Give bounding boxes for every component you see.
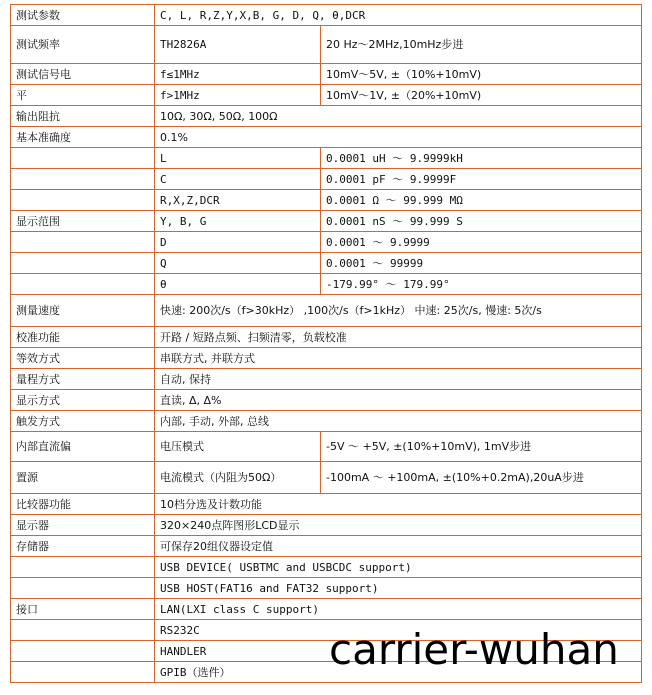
table-row [11,462,642,494]
range-value: 0.0001 Ω ～ 99.999 MΩ [321,190,642,211]
range-value: 0.0001 nS ～ 99.999 S [321,211,642,232]
row-value: -100mA ～ +100mA, ±(10%+0.2mA),20uA步进 [321,462,642,494]
table-row [11,253,642,274]
range-value: 0.0001 ～ 99999 [321,253,642,274]
table-row [11,557,642,578]
table-row [11,515,642,536]
table-row [11,148,642,169]
row-value: 10Ω, 30Ω, 50Ω, 100Ω [155,106,642,127]
row-value: 直读, Δ, Δ% [155,390,642,411]
row-value: 20 Hz～2MHz,10mHz步进 [321,26,642,64]
range-value: 0.0001 ～ 9.9999 [321,232,642,253]
row-value: C, L, R,Z,Y,X,B, G, D, Q, θ,DCR [155,5,642,26]
row-value: 开路 / 短路点频、扫频清零，负载校准 [155,327,642,348]
interface-item: USB HOST(FAT16 and FAT32 support) [155,578,642,599]
row-label: 等效方式 [11,348,155,369]
table-row [11,536,642,557]
row-label [11,253,155,274]
mode-cell: 电流模式（内阻为50Ω） [155,462,321,494]
interface-item: USB DEVICE( USBTMC and USBCDC support) [155,557,642,578]
row-label: 平 [11,85,155,106]
table-row [11,85,642,106]
watermark-text: carrier-wuhan [329,625,619,674]
interface-item: GPIB（选件） [155,662,642,683]
row-label: 接口 [11,599,155,620]
table-row [11,127,642,148]
row-label [11,662,155,683]
mode-cell: 电压模式 [155,432,321,462]
row-label [11,169,155,190]
row-label: 显示器 [11,515,155,536]
table-row [11,599,642,620]
row-label: 内部直流偏 [11,432,155,462]
interface-item: HANDLER [155,641,642,662]
row-label: 触发方式 [11,411,155,432]
row-label [11,641,155,662]
row-label: 量程方式 [11,369,155,390]
row-label: 基本准确度 [11,127,155,148]
table-row [11,64,642,85]
range-value: 0.0001 pF ～ 9.9999F [321,169,642,190]
row-value: 可保存20组仪器设定值 [155,536,642,557]
range-value: -179.99° ～ 179.99° [321,274,642,295]
row-value: 自动, 保持 [155,369,642,390]
row-value: 内部, 手动, 外部, 总线 [155,411,642,432]
table-row [11,578,642,599]
table-row [11,5,642,26]
param-cell: Y, B, G [155,211,321,232]
row-value: 320×240点阵图形LCD显示 [155,515,642,536]
row-label [11,578,155,599]
table-row [11,169,642,190]
param-cell: Q [155,253,321,274]
row-value: 串联方式, 并联方式 [155,348,642,369]
param-cell: R,X,Z,DCR [155,190,321,211]
param-cell: C [155,169,321,190]
row-label [11,232,155,253]
row-label [11,190,155,211]
table-row [11,348,642,369]
interface-item: LAN(LXI class C support) [155,599,642,620]
row-label: 比较器功能 [11,494,155,515]
row-value: 快速: 200次/s（f>30kHz） ,100次/s（f>1kHz） 中速: 25次/s, 慢速: 5次/s [155,295,642,327]
table-row [11,432,642,462]
row-value: 10mV～5V, ±（10%+10mV) [321,64,642,85]
interface-item: RS232C [155,620,642,641]
model-number: TH2826A [155,26,321,64]
condition-cell: f≤1MHz [155,64,321,85]
table-row [11,26,642,64]
row-label: 测试频率 [11,26,155,64]
spec-sheet [10,4,641,685]
row-label: 输出阻抗 [11,106,155,127]
table-row [11,106,642,127]
param-cell: L [155,148,321,169]
row-label: 测量速度 [11,295,155,327]
table-row [11,274,642,295]
row-label: 测试信号电 [11,64,155,85]
table-row [11,232,642,253]
condition-cell: f>1MHz [155,85,321,106]
row-label: 置源 [11,462,155,494]
row-label [11,557,155,578]
row-label [11,148,155,169]
table-row [11,494,642,515]
param-cell: D [155,232,321,253]
row-label: 显示方式 [11,390,155,411]
table-row [11,190,642,211]
table-row [11,411,642,432]
row-label: 校准功能 [11,327,155,348]
range-value: 0.0001 uH ～ 9.9999kH [321,148,642,169]
row-label [11,274,155,295]
param-cell: θ [155,274,321,295]
table-row [11,327,642,348]
row-value: 0.1% [155,127,642,148]
row-value: -5V ～ +5V, ±(10%+10mV), 1mV步进 [321,432,642,462]
row-label: 存储器 [11,536,155,557]
table-row [11,295,642,327]
row-label [11,620,155,641]
row-value: 10mV～1V, ±（20%+10mV) [321,85,642,106]
row-label: 测试参数 [11,5,155,26]
table-row [11,390,642,411]
row-value: 10档分选及计数功能 [155,494,642,515]
table-row [11,369,642,390]
row-label: 显示范围 [11,211,155,232]
table-row [11,211,642,232]
spec-table [10,4,642,683]
